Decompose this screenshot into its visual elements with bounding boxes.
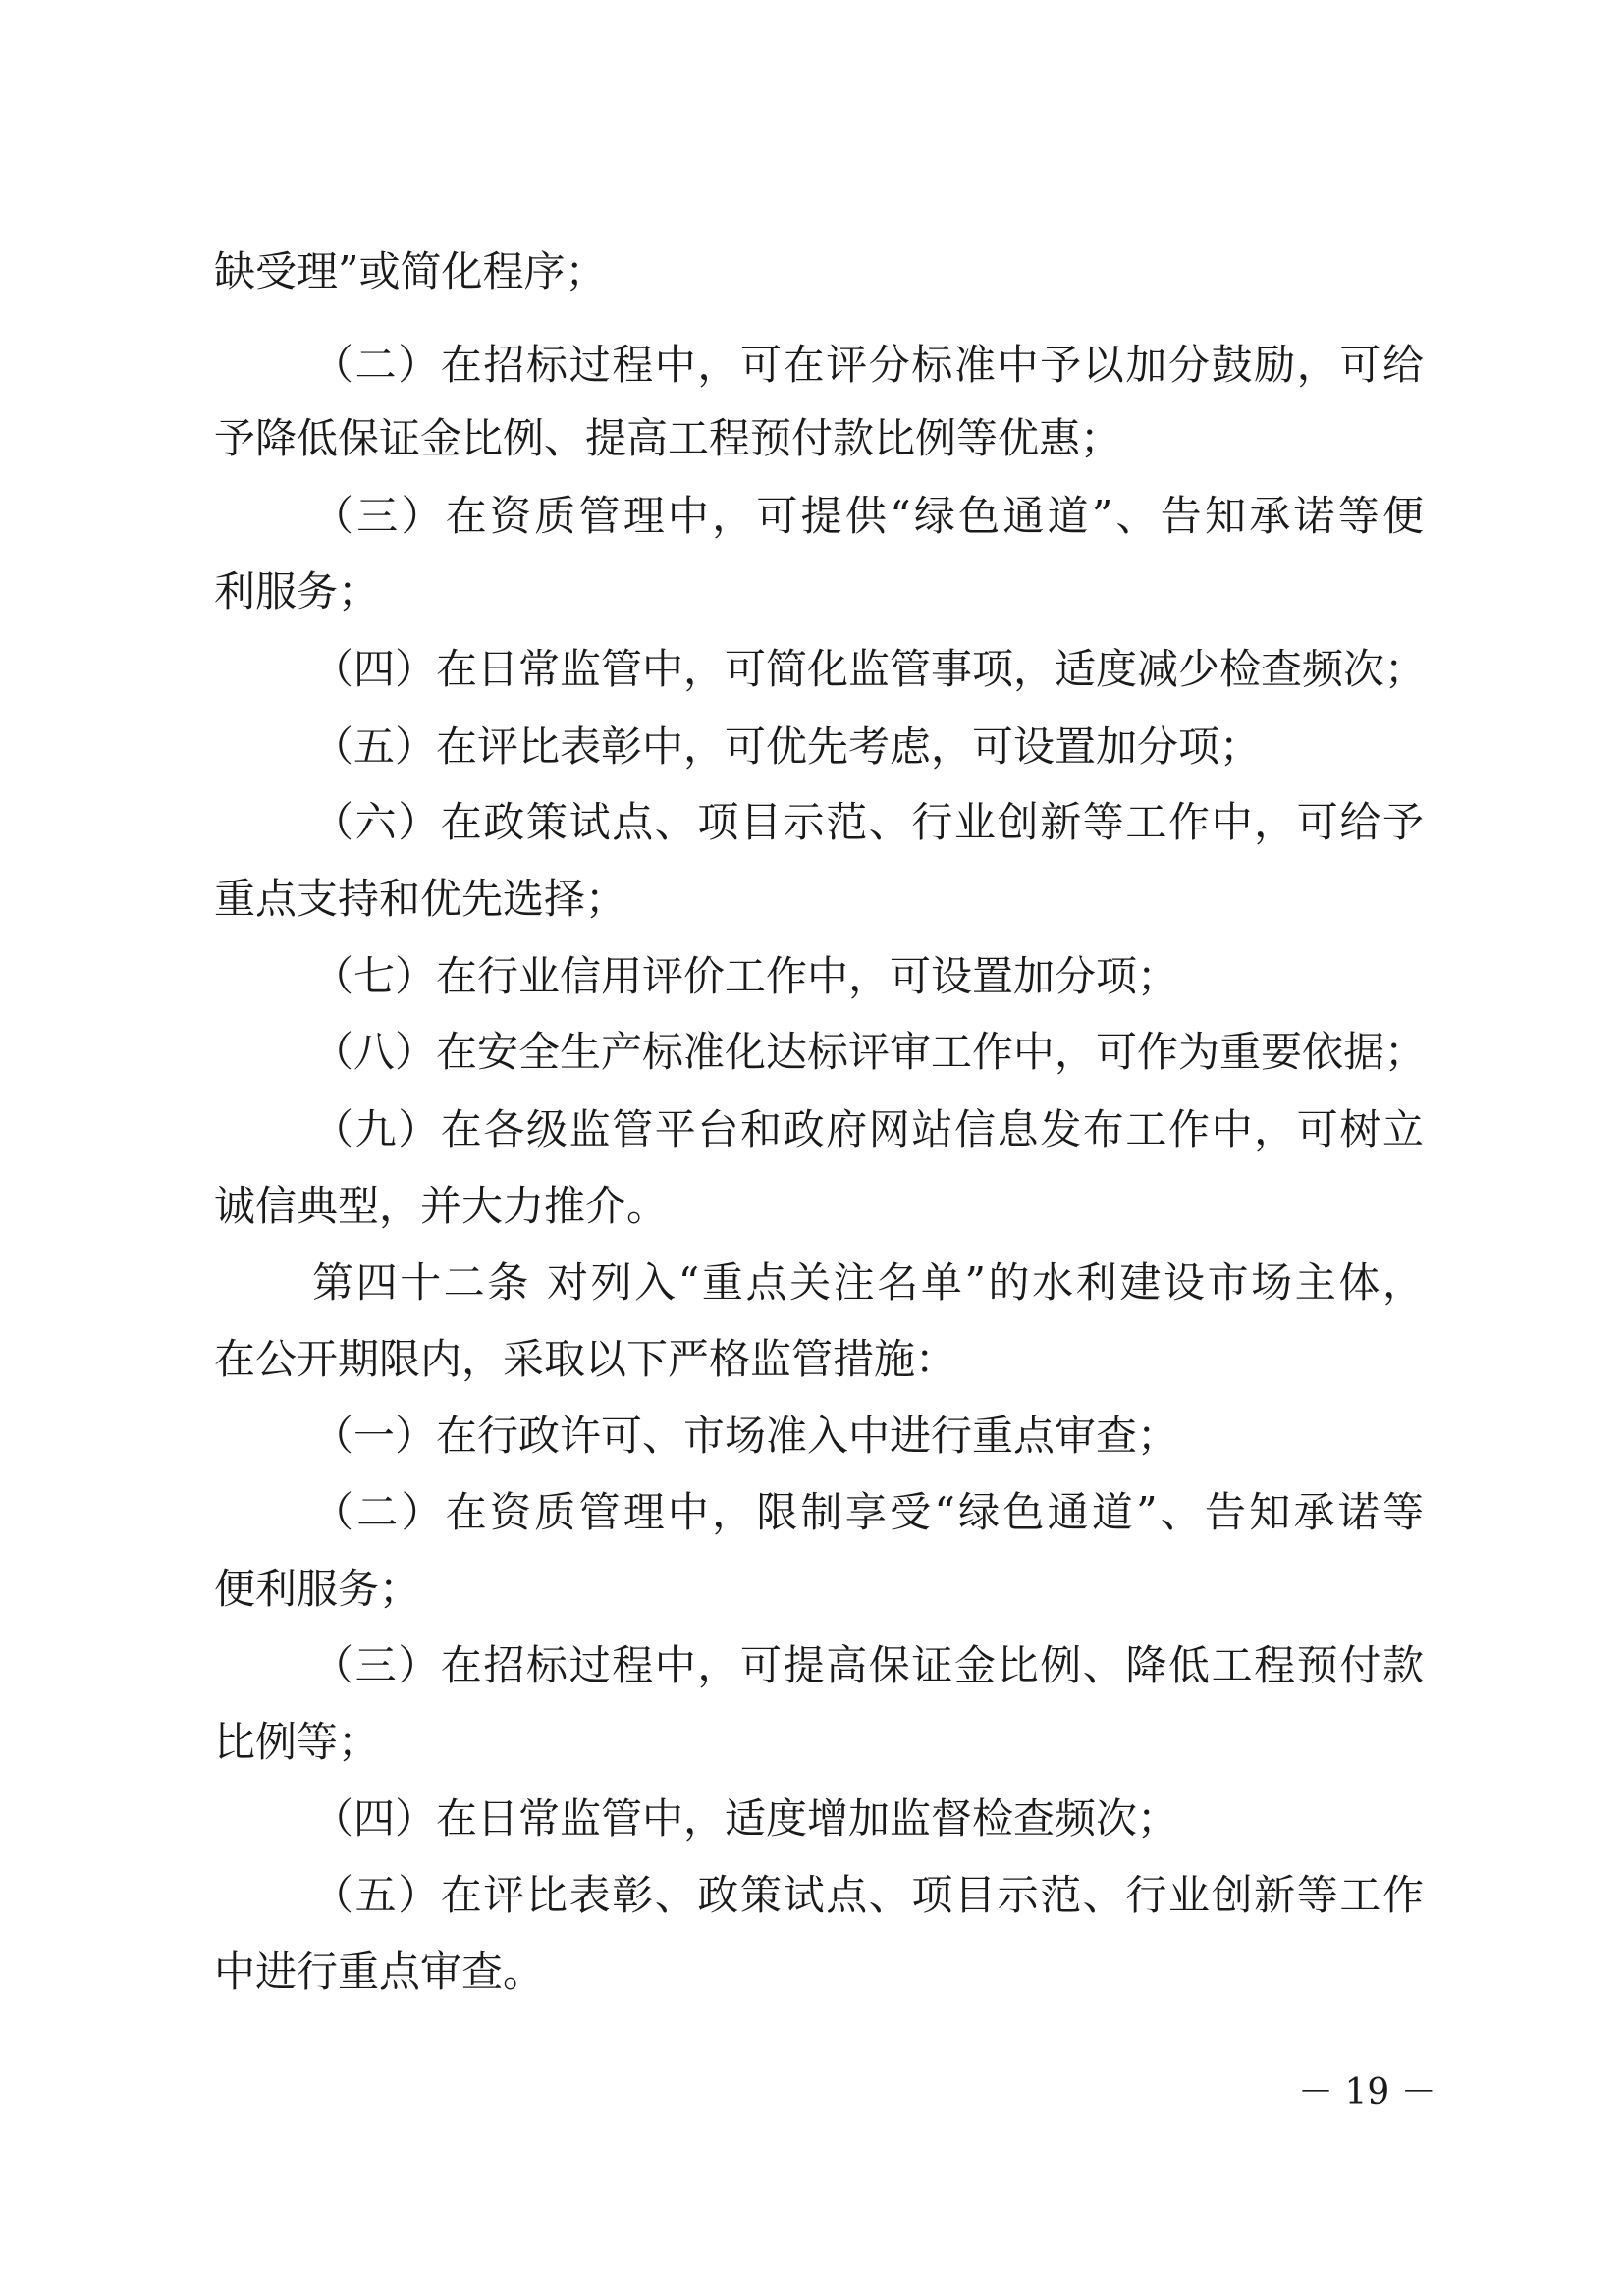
text-line: （一）在行政许可、市场准入中进行重点审查； [312, 1412, 1179, 1460]
article-heading-line: 第四十二条 对列入“重点关注名单”的水利建设市场主体， [312, 1258, 1424, 1307]
text-line: 中进行重点审查。 [214, 1948, 545, 1996]
text-line: 利服务； [214, 567, 380, 615]
text-line: （八）在安全生产标准化达标评审工作中，可作为重要依据； [312, 1028, 1427, 1076]
text-line: 缺受理”或简化程序； [214, 247, 607, 295]
text-line: （二）在招标过程中，可在评分标准中予以加分鼓励，可给 [312, 341, 1424, 389]
text-line: （五）在评比表彰中，可优先考虑，可设置加分项； [312, 722, 1262, 771]
text-line: （三）在招标过程中，可提高保证金比例、降低工程预付款 [312, 1641, 1424, 1689]
text-line: （七）在行业信用评价工作中，可设置加分项； [312, 952, 1179, 1000]
text-line: 重点支持和优先选择； [214, 875, 627, 923]
text-line: 比例等； [214, 1718, 380, 1766]
text-line: （六）在政策试点、项目示范、行业创新等工作中，可给予 [312, 798, 1424, 846]
page-number: － 19 － [1298, 2072, 1436, 2112]
text-line: 便利服务； [214, 1565, 421, 1613]
text-line: （三）在资质管理中，可提供“绿色通道”、告知承诺等便 [312, 492, 1424, 540]
text-line: 诚信典型，并大力推介。 [214, 1182, 669, 1230]
text-line: （四）在日常监管中，可简化监管事项，适度减少检查频次； [312, 645, 1427, 693]
text-line: （四）在日常监管中，适度增加监督检查频次； [312, 1794, 1179, 1842]
text-line: （五）在评比表彰、政策试点、项目示范、行业创新等工作 [312, 1871, 1424, 1919]
text-line: 予降低保证金比例、提高工程预付款比例等优惠； [214, 414, 1122, 462]
text-line: （二）在资质管理中，限制享受“绿色通道”、告知承诺等 [312, 1488, 1424, 1536]
text-line: 在公开期限内，采取以下严格监管措施： [214, 1335, 957, 1383]
text-line: （九）在各级监管平台和政府网站信息发布工作中，可树立 [312, 1105, 1424, 1153]
